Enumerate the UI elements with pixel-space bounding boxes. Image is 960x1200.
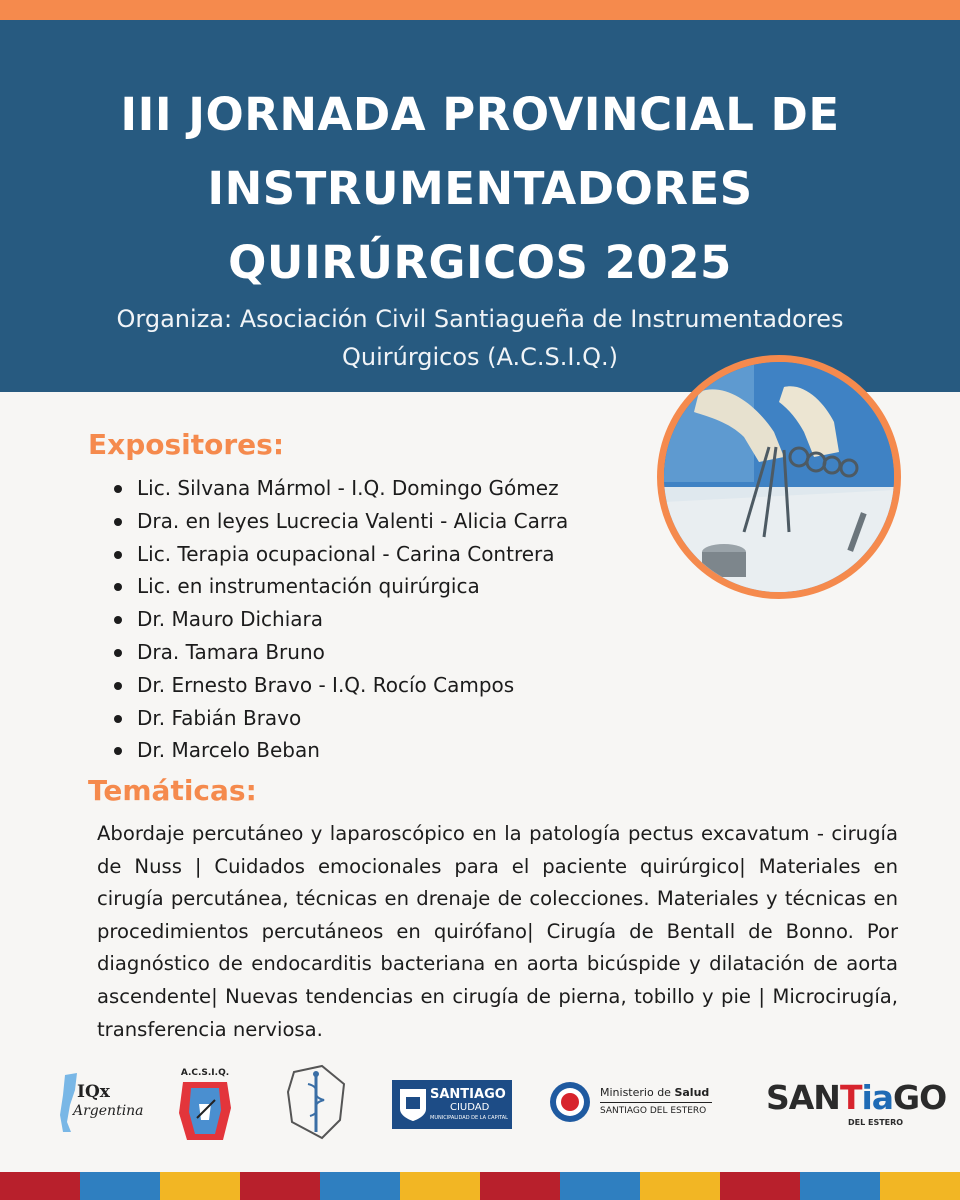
sponsor-logos <box>0 1060 960 1150</box>
medical-caduceus-logo <box>282 1062 352 1146</box>
acsiq-text: A.C.S.I.Q. <box>180 1068 230 1078</box>
ministerio-title-prefix: Ministerio de <box>600 1086 675 1099</box>
iqx-text: IQx <box>77 1082 110 1102</box>
ministerio-salud-logo <box>548 1080 728 1126</box>
santiago-wordmark <box>766 1078 947 1117</box>
color-stripe-segment <box>800 1172 880 1200</box>
iqx-argentina-logo <box>55 1070 144 1139</box>
speaker-item: Dr. Ernesto Bravo - I.Q. Rocío Campos <box>112 669 652 702</box>
speaker-item: Dra. en leyes Lucrecia Valenti - Alicia Carra <box>112 505 652 538</box>
header-banner <box>0 20 960 392</box>
santiago-province-map-icon <box>175 1078 235 1144</box>
acsiq-logo <box>175 1068 235 1148</box>
speaker-item: Dr. Mauro Dichiara <box>112 603 652 636</box>
argentina-text: Argentina <box>73 1103 144 1119</box>
speaker-item: Lic. Terapia ocupacional - Carina Contrera <box>112 538 652 571</box>
speakers-list <box>112 472 652 767</box>
caduceus-icon <box>282 1062 352 1142</box>
ministerio-title-bold: Salud <box>674 1086 710 1099</box>
organizer-line-1: Organiza: Asociación Civil Santiagueña de Instrumentadores <box>116 305 844 333</box>
speaker-item: Dr. Marcelo Beban <box>112 734 652 767</box>
expositores-heading: Expositores: <box>88 428 285 461</box>
ministerio-title <box>600 1086 709 1099</box>
title-line-1: III JORNADA PROVINCIAL DE <box>120 88 840 141</box>
ministerio-emblem-icon <box>548 1080 592 1124</box>
wordmark-part-2: T <box>839 1078 862 1117</box>
color-stripe-segment <box>160 1172 240 1200</box>
speaker-item: Dr. Fabián Bravo <box>112 702 652 735</box>
ministerio-sub: SANTIAGO DEL ESTERO <box>600 1106 707 1116</box>
wordmark-part-1: SAN <box>766 1078 840 1117</box>
event-title <box>60 78 900 300</box>
bottom-color-stripes <box>0 1172 960 1200</box>
title-line-2: INSTRUMENTADORES <box>207 162 753 215</box>
color-stripe-segment <box>480 1172 560 1200</box>
surgical-instruments-photo <box>657 355 901 599</box>
santiago-ciudad-sub: CIUDAD <box>450 1102 490 1113</box>
santiago-ciudad-title: SANTIAGO <box>430 1087 506 1102</box>
topics-paragraph: Abordaje percutáneo y laparoscópico en la patología pectus excavatum - cirugía de Nuss | Cuidados emocionales para el paciente quirúrgico| Materiales en cirugía percutánea, técnicas en drenaje de colecciones. Materiales y técnicas en procedimientos percutáneos en quirófano| Cirugía de Bentall de Bonno. Por diagnóstico de endocarditis bacteriana en aorta bicúspide y dilatación de aorta ascendente| Nuevas tendencias en cirugía de pierna, tobillo y pie | Microcirugía, transferencia nerviosa. <box>97 822 898 1041</box>
speaker-item: Lic. Silvana Mármol - I.Q. Domingo Gómez <box>112 472 652 505</box>
ministerio-divider <box>600 1102 712 1103</box>
speaker-item: Dra. Tamara Bruno <box>112 636 652 669</box>
wordmark-part-3: ia <box>861 1078 894 1117</box>
santiago-del-estero-logo <box>766 1078 947 1140</box>
tematicas-heading: Temáticas: <box>88 774 257 807</box>
city-shield-icon <box>398 1087 428 1123</box>
santiago-ciudad-logo <box>392 1080 512 1129</box>
speaker-item: Lic. en instrumentación quirúrgica <box>112 570 652 603</box>
color-stripe-segment <box>400 1172 480 1200</box>
top-accent-stripe <box>0 0 960 20</box>
color-stripe-segment <box>560 1172 640 1200</box>
color-stripe-segment <box>240 1172 320 1200</box>
title-line-3: QUIRÚRGICOS 2025 <box>228 236 732 289</box>
color-stripe-segment <box>720 1172 800 1200</box>
color-stripe-segment <box>640 1172 720 1200</box>
color-stripe-segment <box>80 1172 160 1200</box>
organizer-line-2: Quirúrgicos (A.C.S.I.Q.) <box>341 343 619 371</box>
color-stripe-segment <box>0 1172 80 1200</box>
santiago-ciudad-small: MUNICIPALIDAD DE LA CAPITAL <box>430 1115 508 1121</box>
wordmark-part-4: GO <box>893 1078 947 1117</box>
color-stripe-segment <box>880 1172 960 1200</box>
color-stripe-segment <box>320 1172 400 1200</box>
santiago-wordmark-sub: DEL ESTERO <box>848 1118 904 1127</box>
